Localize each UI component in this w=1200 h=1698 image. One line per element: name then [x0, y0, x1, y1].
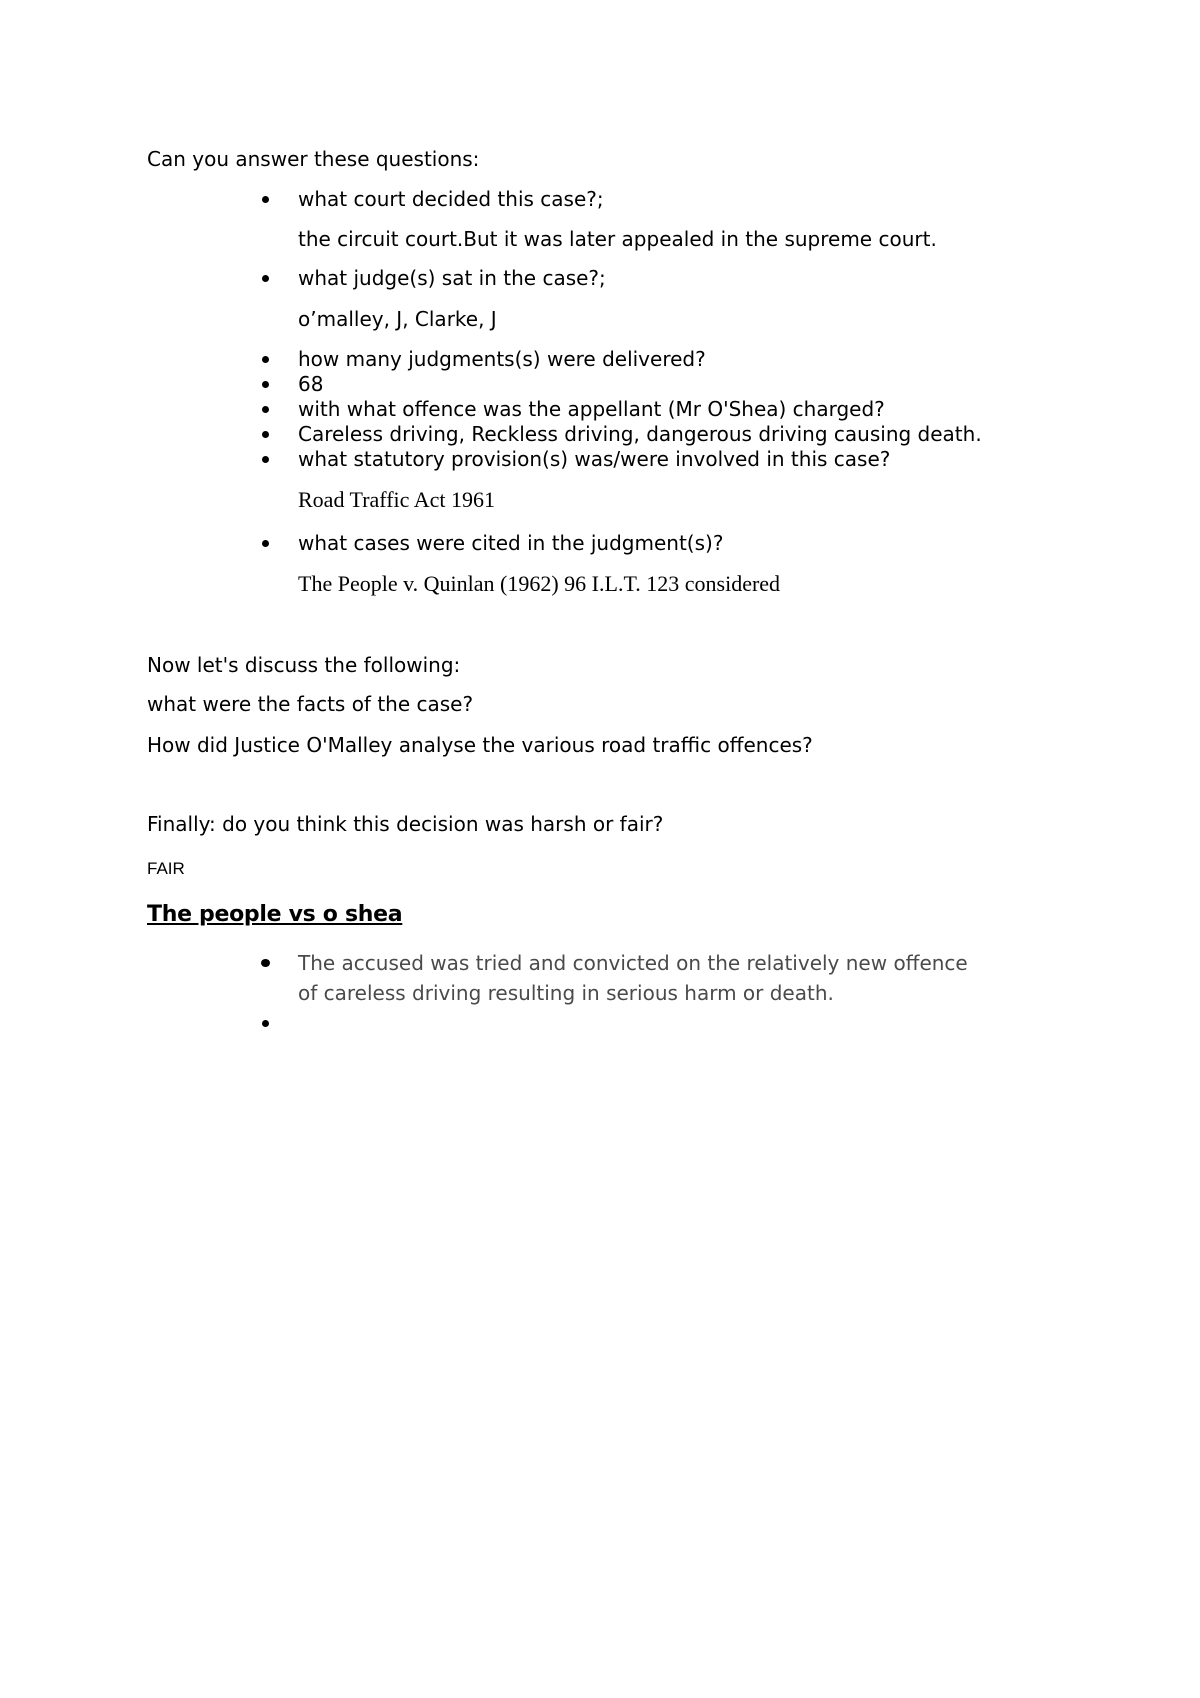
final-answer: FAIR — [147, 859, 185, 878]
bullet — [262, 196, 269, 203]
final-question: Finally: do you think this decision was harsh or fair? — [147, 812, 664, 836]
answer-cases: The People v. Quinlan (1962) 96 I.L.T. 123 considered — [298, 571, 781, 596]
answer-judges: o’malley, J, Clarke, J — [298, 307, 497, 331]
answer-judgments-count: 68 — [298, 372, 324, 396]
answer-court: the circuit court.But it was later appealed in the supreme court. — [298, 227, 937, 251]
discuss-question-facts: what were the facts of the case? — [147, 692, 474, 716]
case-point-line-2: of careless driving resulting in serious harm or death. — [298, 981, 834, 1005]
bullet-empty — [262, 1020, 269, 1027]
bullet — [262, 456, 269, 463]
question-statute: what statutory provision(s) was/were involved in this case? — [298, 447, 891, 471]
answer-statute: Road Traffic Act 1961 — [298, 487, 495, 512]
bullet — [262, 381, 269, 388]
discuss-heading: Now let's discuss the following: — [147, 653, 461, 677]
question-judges: what judge(s) sat in the case?; — [298, 266, 606, 290]
case-point-line-1: The accused was tried and convicted on the relatively new offence — [298, 951, 968, 975]
answer-offence: Careless driving, Reckless driving, dangerous driving causing death. — [298, 422, 982, 446]
bullet — [262, 540, 269, 547]
bullet — [262, 356, 269, 363]
question-court: what court decided this case?; — [298, 187, 604, 211]
intro-text: Can you answer these questions: — [147, 147, 480, 171]
discuss-question-analysis: How did Justice O'Malley analyse the various road traffic offences? — [147, 733, 813, 757]
question-judgments: how many judgments(s) were delivered? — [298, 347, 706, 371]
case-title: The people vs o shea — [147, 902, 403, 927]
question-cases: what cases were cited in the judgment(s)? — [298, 531, 724, 555]
bullet — [262, 275, 269, 282]
bullet — [261, 959, 270, 967]
bullet — [262, 406, 269, 413]
question-offence: with what offence was the appellant (Mr O'Shea) charged? — [298, 397, 885, 421]
bullet — [262, 431, 269, 438]
